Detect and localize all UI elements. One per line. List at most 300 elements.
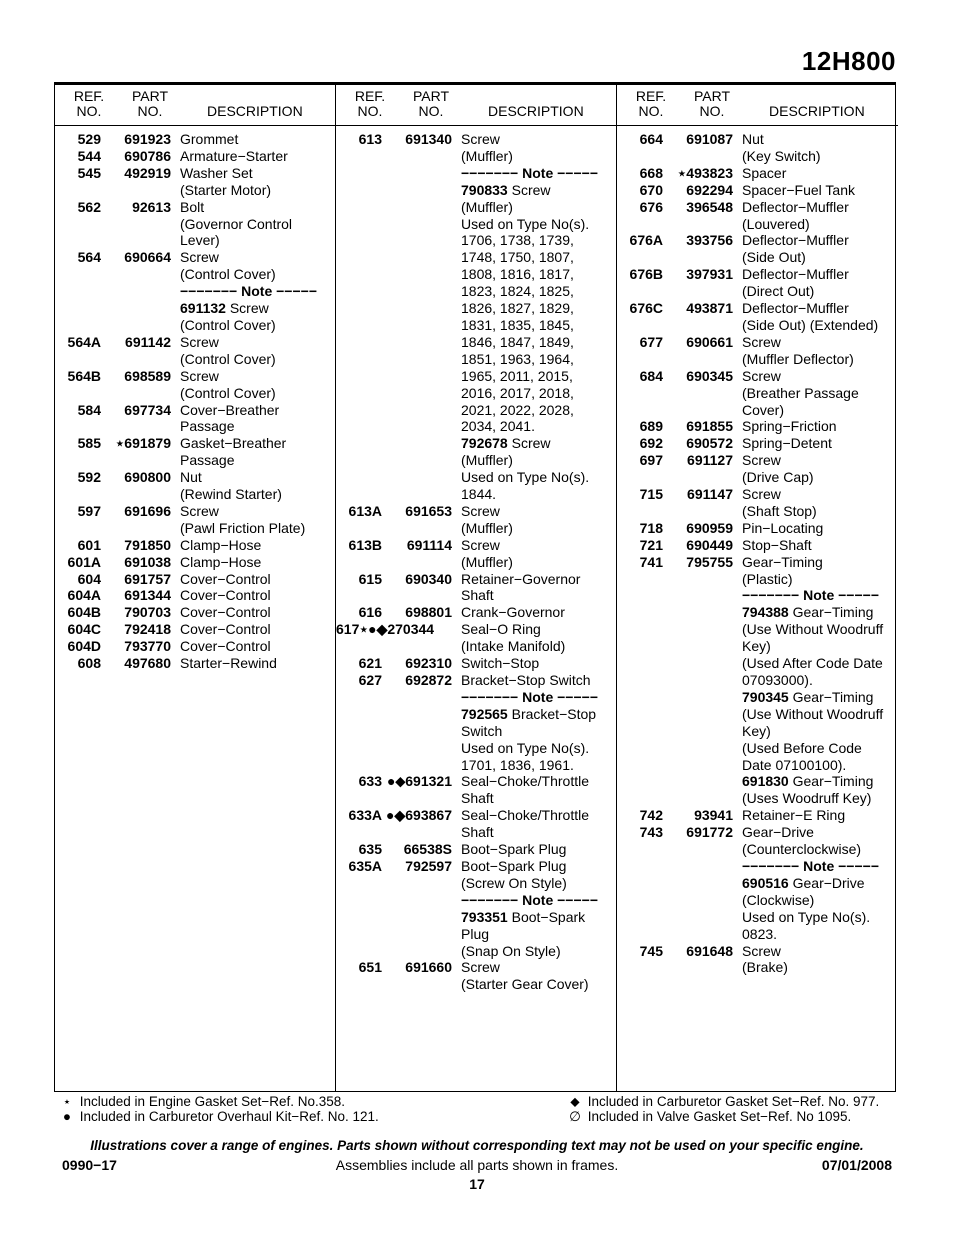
- parts-row: [336, 757, 616, 774]
- part-description: Screw: [742, 333, 781, 350]
- parts-row: [617, 571, 898, 588]
- ref-number: [55, 216, 101, 233]
- part-description: (Brake): [742, 959, 788, 976]
- part-number: ●◆693867: [386, 807, 452, 824]
- parts-row: [336, 503, 616, 520]
- part-description: (Key Switch): [742, 147, 821, 164]
- part-description: Key): [742, 722, 771, 739]
- part-number: 492919: [124, 164, 171, 181]
- ref-number: [336, 638, 382, 655]
- parts-row: [336, 858, 616, 875]
- parts-row: [617, 503, 898, 520]
- ref-number: [336, 148, 382, 165]
- part-description: Bracket−Stop Switch: [461, 672, 591, 688]
- ref-number: 601: [77, 536, 101, 553]
- ref-number: [336, 199, 382, 216]
- ref-number: 742: [639, 807, 663, 824]
- ref-number: [617, 385, 663, 402]
- parts-row: [55, 148, 335, 165]
- ref-number: 633A: [348, 807, 382, 824]
- parts-row: [336, 875, 616, 892]
- parts-row: [617, 723, 898, 740]
- parts-row: [336, 740, 616, 757]
- part-description: Seal−Choke/Throttle: [461, 773, 590, 790]
- part-description: Starter−Rewind: [180, 655, 277, 672]
- part-number: 691127: [687, 452, 733, 469]
- ref-number: [617, 875, 663, 892]
- part-description: Shaft: [461, 790, 494, 807]
- part-description: (Shaft Stop): [742, 502, 817, 519]
- ref-number: 745: [639, 942, 663, 959]
- parts-row: [617, 655, 898, 672]
- part-number: [663, 638, 733, 655]
- part-number: [382, 486, 452, 503]
- parts-row: [336, 266, 616, 283]
- part-description: 2034, 2041.: [461, 418, 535, 435]
- part-number: 791850: [124, 536, 171, 553]
- ref-number: 651: [358, 959, 382, 976]
- part-description: Cover): [742, 401, 785, 418]
- parts-row: [617, 182, 898, 199]
- part-description: 1846, 1847, 1849,: [461, 333, 574, 350]
- parts-row: [55, 520, 335, 537]
- ref-number: 604B: [67, 604, 101, 621]
- ref-number: 604: [77, 570, 101, 587]
- part-number: [663, 790, 733, 807]
- part-number: [663, 402, 733, 419]
- part-description: Bolt: [180, 198, 205, 215]
- part-description: Shaft: [461, 587, 494, 604]
- ref-number: 562: [77, 198, 101, 215]
- header-ref: REF. NO.: [635, 88, 667, 119]
- disclaimer: Illustrations cover a range of engines. Parts shown without corresponding text may not be used on your specific engine.: [90, 1138, 864, 1153]
- parts-row: [617, 131, 898, 148]
- parts-row: [617, 672, 898, 689]
- part-number: [101, 452, 171, 469]
- parts-row: [617, 283, 898, 300]
- ref-number: [336, 418, 382, 435]
- document-code: 0990−17: [62, 1157, 117, 1173]
- part-number: [382, 334, 452, 351]
- part-number: [663, 503, 733, 520]
- part-number: [382, 520, 452, 537]
- ref-number: [336, 334, 382, 351]
- part-description: 793351 Boot−Spark: [461, 908, 586, 925]
- ref-number: [336, 317, 382, 334]
- ref-number: 621: [358, 655, 382, 672]
- part-description: Deflector−Muffler: [742, 266, 849, 283]
- ref-number: [617, 790, 663, 807]
- part-description: Screw: [461, 131, 500, 147]
- part-number: 691653: [405, 502, 452, 519]
- footnote-star: ⋆ Included in Engine Gasket Set−Ref. No.358.: [58, 1094, 345, 1110]
- parts-row: [617, 351, 898, 368]
- ref-number: [617, 216, 663, 233]
- part-description: 1808, 1816, 1817,: [461, 266, 574, 283]
- part-description: Gear−Timing: [742, 553, 823, 570]
- parts-row: [617, 554, 898, 571]
- ref-number: 668: [639, 164, 663, 181]
- parts-row: [617, 807, 898, 824]
- part-number: 691147: [687, 486, 733, 503]
- ref-number: [55, 351, 101, 368]
- part-description: Used on Type No(s).: [461, 215, 590, 232]
- ref-number: [55, 418, 101, 435]
- part-description: Cover−Control: [180, 621, 271, 638]
- part-number: 691087: [686, 131, 733, 147]
- part-description: Screw: [180, 502, 219, 519]
- part-number: [382, 689, 452, 706]
- part-number: [663, 655, 733, 672]
- part-number: [663, 571, 733, 588]
- parts-row: [336, 486, 616, 503]
- ref-number: 604D: [67, 638, 101, 655]
- parts-row: [617, 249, 898, 266]
- ref-number: 604A: [67, 587, 101, 604]
- part-description: Screw: [180, 249, 219, 266]
- parts-row: [617, 790, 898, 807]
- parts-row: [336, 926, 616, 943]
- ref-number: [55, 266, 101, 283]
- part-description: (Breather Passage: [742, 384, 859, 401]
- part-number: [663, 773, 733, 790]
- part-number: [382, 723, 452, 740]
- ref-number: [617, 249, 663, 266]
- part-description: Deflector−Muffler: [742, 232, 849, 249]
- part-number: 795755: [686, 553, 733, 570]
- part-number: [101, 283, 171, 300]
- part-number: [101, 216, 171, 233]
- parts-row: [617, 773, 898, 790]
- part-description: (Starter Gear Cover): [461, 976, 589, 993]
- parts-row: [336, 452, 616, 469]
- ref-number: [617, 926, 663, 943]
- parts-row: [55, 300, 335, 317]
- ref-number: 608: [77, 655, 101, 672]
- part-description: 790833 Screw: [461, 181, 551, 198]
- ref-number: 597: [77, 502, 101, 519]
- ref-number: 676C: [629, 300, 663, 317]
- part-number: 690800: [124, 469, 171, 486]
- parts-row: [336, 402, 616, 419]
- part-description: Key): [742, 638, 771, 655]
- parts-row: [55, 587, 335, 604]
- ref-number: [336, 926, 382, 943]
- header-description: DESCRIPTION: [488, 103, 584, 119]
- column-header: [617, 85, 898, 126]
- parts-row: [336, 638, 616, 655]
- parts-rows: [55, 126, 335, 672]
- ref-number: [336, 740, 382, 757]
- ref-number: [617, 402, 663, 419]
- parts-row: [55, 368, 335, 385]
- parts-row: [55, 131, 335, 148]
- part-description: Cover−Control: [180, 604, 271, 621]
- ref-number: 692: [639, 435, 663, 452]
- parts-row: [617, 402, 898, 419]
- parts-row: [617, 165, 898, 182]
- part-description: Switch: [461, 722, 503, 739]
- ref-number: [617, 621, 663, 638]
- parts-row: [617, 892, 898, 909]
- ref-number: 689: [639, 418, 663, 435]
- part-number: [382, 909, 452, 926]
- ref-number: [336, 385, 382, 402]
- part-number: [382, 182, 452, 199]
- part-number: [663, 351, 733, 368]
- parts-row: [617, 587, 898, 604]
- ref-number: [336, 182, 382, 199]
- part-number: [382, 638, 452, 655]
- part-number: [382, 418, 452, 435]
- parts-row: [336, 216, 616, 233]
- ref-number: [617, 892, 663, 909]
- part-description: (Muffler): [461, 519, 513, 536]
- part-description: (Side Out) (Extended): [742, 316, 879, 333]
- ref-number: [336, 824, 382, 841]
- ref-number: [336, 368, 382, 385]
- part-description: (Use Without Woodruff: [742, 621, 884, 638]
- ref-number: [617, 604, 663, 621]
- parts-rows: [617, 126, 898, 976]
- ref-number: [617, 672, 663, 689]
- part-description: (Snap On Style): [461, 942, 561, 959]
- parts-row: [336, 773, 616, 790]
- part-description: (Uses Woodruff Key): [742, 790, 872, 807]
- part-number: [382, 249, 452, 266]
- ref-number: [617, 317, 663, 334]
- parts-row: [336, 892, 616, 909]
- parts-row: [617, 740, 898, 757]
- ref-number: 613: [358, 131, 382, 147]
- part-description: Armature−Starter: [180, 147, 288, 164]
- part-number: 497680: [124, 655, 171, 672]
- part-description: 1844.: [461, 486, 497, 503]
- part-description: (Use Without Woodruff: [742, 705, 884, 722]
- parts-row: [336, 232, 616, 249]
- part-number: 691757: [124, 570, 171, 587]
- part-description: Passage: [180, 418, 235, 435]
- part-description: (Starter Motor): [180, 181, 272, 198]
- part-description: 2016, 2017, 2018,: [461, 384, 574, 401]
- part-description: Retainer−Governor: [461, 570, 581, 587]
- part-description: (Control Cover): [180, 316, 276, 333]
- part-description: Boot−Spark Plug: [461, 841, 567, 858]
- parts-row: [617, 199, 898, 216]
- part-description: Retainer−E Ring: [742, 807, 846, 824]
- part-description: Cover−Control: [180, 570, 271, 587]
- part-number: 92613: [132, 198, 171, 215]
- part-number: [101, 232, 171, 249]
- parts-row: [617, 537, 898, 554]
- parts-row: [617, 604, 898, 621]
- parts-row: [617, 875, 898, 892]
- part-description: Used on Type No(s).: [742, 908, 871, 925]
- parts-row: [336, 131, 616, 148]
- part-number: ⋆691879: [115, 435, 171, 452]
- parts-row: [336, 165, 616, 182]
- part-number: [382, 943, 452, 960]
- part-description: Used on Type No(s).: [461, 469, 590, 486]
- part-description: Passage: [180, 452, 235, 469]
- ref-number: [55, 283, 101, 300]
- column-header: [336, 85, 616, 126]
- part-number: [382, 469, 452, 486]
- part-number: [382, 926, 452, 943]
- empty-set-icon: ∅: [569, 1109, 581, 1124]
- ref-number: 743: [639, 824, 663, 841]
- part-description: (Louvered): [742, 215, 810, 232]
- parts-column-3: [617, 85, 898, 1091]
- parts-row: [617, 148, 898, 165]
- ref-number: 544: [77, 147, 101, 164]
- parts-row: [617, 841, 898, 858]
- parts-row: [617, 486, 898, 503]
- part-number: [663, 875, 733, 892]
- part-description: Spacer−Fuel Tank: [742, 181, 855, 198]
- part-number: [663, 385, 733, 402]
- parts-row: [336, 604, 616, 621]
- part-number: 698801: [405, 604, 452, 621]
- ref-number: 677: [639, 333, 663, 350]
- part-description: (Muffler Deflector): [742, 350, 854, 367]
- part-description: (Control Cover): [180, 266, 276, 283]
- part-number: [382, 165, 452, 182]
- ref-number: [55, 232, 101, 249]
- parts-row: [336, 824, 616, 841]
- ref-number: [336, 520, 382, 537]
- part-description: Date 07100100).: [742, 756, 847, 773]
- part-number: 690340: [405, 570, 452, 587]
- part-number: [101, 317, 171, 334]
- ref-number: [617, 773, 663, 790]
- part-number: [663, 841, 733, 858]
- ref-number: [336, 435, 382, 452]
- parts-column-2: [336, 85, 617, 1091]
- part-description: Switch−Stop: [461, 655, 540, 672]
- ref-number: [617, 469, 663, 486]
- parts-row: [336, 689, 616, 706]
- model-title: 12H800: [801, 46, 896, 76]
- part-number: [382, 402, 452, 419]
- parts-row: [55, 199, 335, 216]
- ref-number: [336, 909, 382, 926]
- part-description: Screw: [461, 502, 500, 519]
- ref-number: [55, 300, 101, 317]
- part-number: [101, 300, 171, 317]
- parts-row: [336, 368, 616, 385]
- parts-row: [336, 841, 616, 858]
- part-number: 690661: [686, 333, 733, 350]
- part-description: (Used Before Code: [742, 739, 862, 756]
- part-description: Screw: [461, 536, 500, 553]
- ref-number: 564: [77, 249, 101, 266]
- parts-row: [336, 554, 616, 571]
- parts-row: [55, 452, 335, 469]
- ref-number: 601A: [67, 553, 101, 570]
- parts-row: [617, 959, 898, 976]
- part-number: [101, 182, 171, 199]
- ref-number: 613A: [348, 502, 382, 519]
- parts-row: [336, 435, 616, 452]
- part-number: [663, 469, 733, 486]
- part-description: Washer Set: [180, 164, 253, 181]
- ref-number: [617, 757, 663, 774]
- parts-row: [336, 317, 616, 334]
- parts-row: [55, 469, 335, 486]
- ref-number: 676: [639, 198, 663, 215]
- ref-number: [617, 571, 663, 588]
- parts-row: [55, 486, 335, 503]
- part-description: 1823, 1824, 1825,: [461, 283, 574, 300]
- part-description: 1748, 1750, 1807,: [461, 249, 574, 266]
- part-description: −−−−−−− Note −−−−−: [461, 891, 598, 908]
- part-number: [382, 148, 452, 165]
- parts-row: [336, 723, 616, 740]
- part-description: 691132 Screw: [180, 300, 269, 317]
- ref-number: 545: [77, 164, 101, 181]
- part-description: Spring−Friction: [742, 418, 837, 435]
- part-description: Seal−O Ring: [461, 621, 541, 638]
- part-description: Screw: [742, 942, 781, 959]
- ref-number: [336, 976, 382, 993]
- ref-number: [336, 402, 382, 419]
- part-number: [382, 435, 452, 452]
- part-number: [382, 266, 452, 283]
- part-number: ●⬥691321: [387, 773, 452, 790]
- part-number: [663, 283, 733, 300]
- part-number: 690449: [686, 536, 733, 553]
- part-description: 1965, 2011, 2015,: [461, 367, 573, 384]
- part-description: Gasket−Breather: [180, 435, 287, 452]
- ref-number: 564A: [67, 333, 101, 350]
- part-number: 66538S: [403, 841, 452, 858]
- part-number: 691648: [686, 942, 733, 959]
- parts-row: [336, 148, 616, 165]
- part-description: (Side Out): [742, 249, 806, 266]
- part-description: Plug: [461, 925, 490, 942]
- part-number: [663, 317, 733, 334]
- part-number: 691923: [124, 131, 171, 147]
- part-description: (Used After Code Date: [742, 655, 883, 672]
- part-number: 691344: [124, 587, 171, 604]
- parts-row: [336, 571, 616, 588]
- parts-row: [55, 317, 335, 334]
- part-number: [382, 351, 452, 368]
- header-part: PART NO.: [412, 88, 450, 119]
- part-description: (Counterclockwise): [742, 841, 862, 858]
- parts-row: [55, 655, 335, 672]
- part-number: [663, 706, 733, 723]
- ref-number: [336, 706, 382, 723]
- part-number: [382, 216, 452, 233]
- part-number: 792597: [405, 857, 452, 874]
- part-number: [663, 757, 733, 774]
- part-number: [382, 976, 452, 993]
- part-number: 396548: [686, 198, 733, 215]
- ref-number: [336, 892, 382, 909]
- part-number: 397931: [686, 266, 733, 283]
- parts-row: [55, 604, 335, 621]
- ref-number: [336, 875, 382, 892]
- part-number: [382, 368, 452, 385]
- part-number: [382, 892, 452, 909]
- part-description: −−−−−−− Note −−−−−: [742, 857, 879, 874]
- parts-row: [617, 334, 898, 351]
- ref-number: 676B: [629, 266, 663, 283]
- ref-number: 615: [358, 570, 382, 587]
- part-number: [382, 452, 452, 469]
